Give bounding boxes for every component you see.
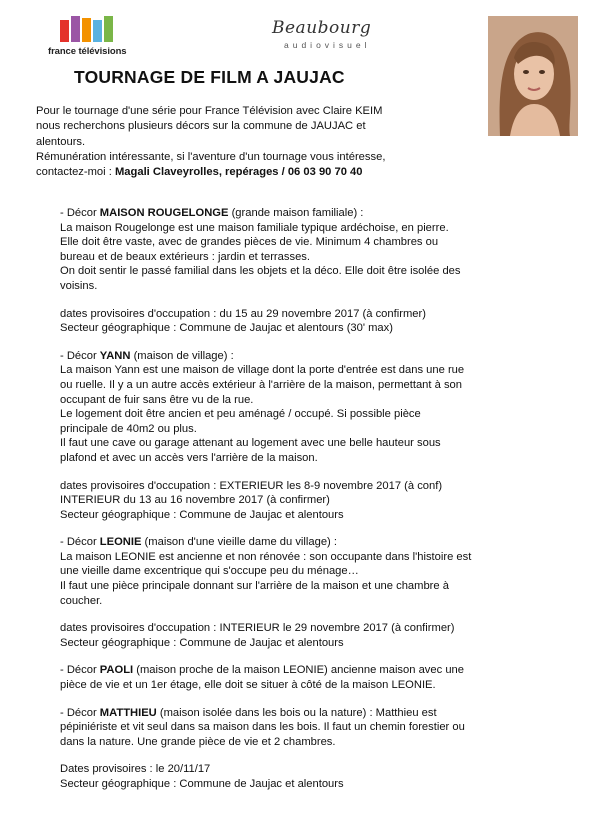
beaubourg-logo xyxy=(268,18,428,54)
decor-text: Il faut une pièce principale donnant sur l'arrière de la maison et une chambre à xyxy=(60,580,449,593)
decor-suffix: (maison de village) : xyxy=(130,349,234,362)
decor-rougelonge xyxy=(60,206,560,294)
decor-name: MAISON ROUGELONGE xyxy=(99,207,229,219)
document-body xyxy=(60,206,560,805)
decor-text: dans la nature. Une grande pièce de vie et 2 chambres. xyxy=(60,735,336,748)
location-text: Secteur géographique : Commune de Jaujac et alentours xyxy=(60,636,344,649)
dates-text: dates provisoires d'occupation : du 15 au 29 novembre 2017 (à confirmer) xyxy=(60,307,426,320)
dates-text: Dates provisoires : le 20/11/17 xyxy=(60,763,211,776)
decor-text: pièce de vie et un 1er étage, elle doit se situer à côté de la maison LEONIE. xyxy=(60,679,436,692)
decor-prefix: - Décor xyxy=(60,349,100,362)
logo-bar xyxy=(93,20,102,42)
decor-matthieu xyxy=(60,706,560,750)
decor-text: ou ruelle. Il y a un autre accès extérieur à l'arrière de la maison, permettant à son xyxy=(60,378,462,391)
dates-leonie xyxy=(60,621,560,650)
decor-prefix: - Décor xyxy=(60,207,100,219)
decor-heading xyxy=(60,206,560,221)
dates-matthieu xyxy=(60,762,560,791)
decor-suffix: (maison d'une vieille dame du village) : xyxy=(141,536,337,549)
contact-details: Magali Claveyrolles, repérages / 06 03 90 70 40 xyxy=(114,166,363,179)
decor-heading xyxy=(60,706,560,721)
decor-name: YANN xyxy=(99,349,131,362)
location-text: Secteur géographique : Commune de Jaujac et alentours (30' max) xyxy=(60,322,393,335)
decor-text: Il faut une cave ou garage attenant au logement avec une belle hauteur sous xyxy=(60,437,441,450)
decor-text: bureau et de beaux extérieurs : jardin et terrasses. xyxy=(60,250,310,263)
decor-prefix: - Décor xyxy=(60,664,100,677)
dates-rougelonge xyxy=(60,307,560,336)
dates-text: dates provisoires d'occupation : INTERIEUR le 29 novembre 2017 (à confirmer) xyxy=(60,622,455,635)
decor-text: La maison Yann est une maison de village dont la porte d'entrée est dans une rue xyxy=(60,364,465,377)
decor-text: Elle doit être vaste, avec de grandes pièces de vie. Minimum 4 chambres ou xyxy=(60,236,439,249)
decor-name: MATTHIEU xyxy=(99,706,157,719)
decor-text: occupant de fuir sans être vu de la rue. xyxy=(60,393,254,406)
location-text: Secteur géographique : Commune de Jaujac et alentours xyxy=(60,778,344,790)
decor-text: Le logement doit être ancien et peu aménagé / occupé. Si possible pièce xyxy=(60,408,421,421)
decor-heading xyxy=(60,535,560,550)
france-televisions-bars-icon xyxy=(60,16,126,42)
logo-bar xyxy=(82,18,91,42)
location-text: Secteur géographique : Commune de Jaujac et alentours xyxy=(60,508,344,521)
portrait-photo xyxy=(488,16,578,136)
intro-line: Pour le tournage d'une série pour France Télévision avec Claire KEIM xyxy=(36,105,383,117)
beaubourg-subtitle: audiovisuel xyxy=(284,40,371,50)
decor-heading xyxy=(60,349,560,364)
decor-suffix: (maison isolée dans les bois ou la nature) : Matthieu est xyxy=(156,706,437,719)
decor-suffix: (grande maison familiale) : xyxy=(228,207,364,219)
decor-text: plafond et avec un accès vers l'arrière de la maison. xyxy=(60,451,318,464)
decor-text: coucher. xyxy=(60,594,103,607)
decor-text: pépiniériste et vit seul dans sa maison dans les bois. Il faut un chemin forestier ou xyxy=(60,721,465,734)
intro-line: alentours. xyxy=(36,135,86,148)
intro-contact-line xyxy=(36,165,466,180)
decor-text: La maison LEONIE est ancienne et non rénovée : son occupante dans l'histoire est xyxy=(60,550,472,563)
contact-prefix: contactez-moi : xyxy=(36,166,115,179)
decor-suffix: (maison proche de la maison LEONIE) ancienne maison avec une xyxy=(133,664,464,677)
intro-line: nous recherchons plusieurs décors sur la commune de JAUJAC et xyxy=(36,120,366,133)
decor-text: On doit sentir le passé familial dans les objets et la déco. Elle doit être isolée des xyxy=(60,265,461,278)
decor-text: principale de 40m2 ou plus. xyxy=(60,422,197,435)
dates-text: INTERIEUR du 13 au 16 novembre 2017 (à confirmer) xyxy=(60,494,330,507)
decor-text: La maison Rougelonge est une maison familiale typique ardéchoise, en pierre. xyxy=(60,221,449,234)
decor-yann xyxy=(60,349,560,466)
france-televisions-logo xyxy=(48,16,138,60)
intro-paragraph xyxy=(36,104,466,180)
france-televisions-wordmark: france télévisions xyxy=(48,46,127,57)
dates-yann xyxy=(60,479,560,523)
decor-text: une vieille dame excentrique qui s'occupe peu du ménage… xyxy=(60,565,359,578)
decor-name: PAOLI xyxy=(99,664,134,677)
logo-bar xyxy=(104,16,113,42)
logo-bar xyxy=(60,20,69,42)
beaubourg-wordmark: Beaubourg xyxy=(272,18,372,38)
decor-text: voisins. xyxy=(60,279,98,292)
decor-prefix: - Décor xyxy=(60,706,100,719)
decor-leonie xyxy=(60,535,560,608)
dates-text: dates provisoires d'occupation : EXTERIEUR les 8-9 novembre 2017 (à conf) xyxy=(60,479,443,492)
page-title: TOURNAGE DE FILM A JAUJAC xyxy=(74,67,345,87)
logo-bar xyxy=(71,16,80,42)
decor-prefix: - Décor xyxy=(60,536,100,549)
decor-paoli xyxy=(60,663,560,692)
intro-line: Rémunération intéressante, si l'aventure d'un tournage vous intéresse, xyxy=(36,150,386,163)
decor-heading xyxy=(60,663,560,678)
portrait-image xyxy=(488,16,578,136)
decor-name: LEONIE xyxy=(99,536,142,549)
